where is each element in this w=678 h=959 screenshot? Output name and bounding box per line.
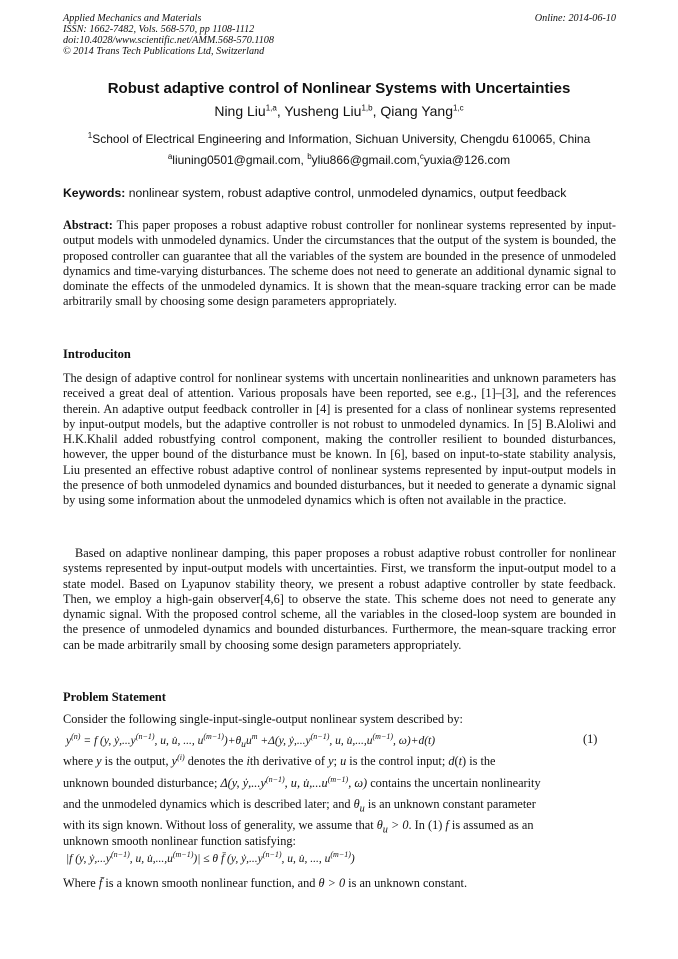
author-sup: 1,a: [265, 103, 277, 113]
text-span: Where: [63, 876, 99, 890]
doi-line: doi:10.4028/www.scientific.net/AMM.568-570.1108: [63, 35, 274, 46]
keywords-label: Keywords:: [63, 186, 126, 200]
text-span: is an unknown constant parameter: [364, 797, 536, 811]
intro-paragraph-2: Based on adaptive nonlinear damping, this paper proposes a robust adaptive robust controller for nonlinear systems represented by input-output models with uncertainties. First, we transform the input-output model to a state model. Based on Lyapunov stability theory, we present a robust adaptive controller by state feedback. Then, we employ a high-gain observer[4,6] to observe the state. This scheme does not need to generate any dynamic signal. With the proposed control scheme, all the variables in the closed-loop system are bounded in the presence of unmodeled dynamics and bounded disturbances. Furthermore, the mean-square tracking error can be made arbitrarily small by choosing some design parameters appropriately.: [63, 546, 616, 652]
journal-header: [63, 13, 616, 57]
text-span: is a known smooth nonlinear function, and: [102, 876, 319, 890]
journal-name: Applied Mechanics and Materials: [63, 13, 202, 24]
paper-title: Robust adaptive control of Nonlinear Systems with Uncertainties: [107, 80, 571, 97]
author-sup: 1,b: [361, 103, 373, 113]
abstract: [63, 218, 616, 310]
section-heading-problem: Problem Statement: [63, 690, 166, 704]
author-name: Qiang Yang: [380, 103, 453, 119]
text-line: unknown smooth nonlinear function satisfying:: [63, 834, 296, 848]
text-line: where y is the output, $y^{(i)}$ denotes the ith derivative of y; u is the control input; d(t) is the: [63, 753, 496, 769]
equation-1: $y^{(n)} = f$ (y, $ẏ,...y^{(n-1)}$, u, u̇, ..., $u^{(m-1)})+\theta_uu^m +\Delta(y$, $ẏ,...y^{(n-1)}$, u, $u̇,...,u^{(m-1)}$, ω)+d(t): [66, 732, 436, 751]
abstract-label: Abstract:: [63, 218, 113, 232]
author-name: Ning Liu: [214, 103, 266, 119]
text-span: is the control input;: [346, 754, 449, 769]
email-sup: a: [167, 152, 173, 161]
email-sup: b: [307, 152, 312, 161]
text-span: . In (1): [408, 818, 446, 832]
text-span: with its sign known. Without loss of generality, we assume that: [63, 818, 377, 832]
author-name: Yusheng Liu: [284, 103, 362, 119]
email-list: [0, 152, 678, 167]
text-span: is the output,: [101, 754, 172, 769]
equation-number: (1): [583, 732, 598, 746]
text-span: and the unmodeled dynamics which is described later; and: [63, 797, 354, 811]
text-line: with its sign known. Without loss of generality, we assume that $\theta_u > 0$. In (1) f is assumed as an: [63, 818, 534, 836]
keywords: [63, 186, 616, 200]
email-link[interactable]: yliu866@gmail.com,: [311, 153, 420, 167]
text-line: and the unmodeled dynamics which is described later; and $\theta_u$ is an unknown constant parameter: [63, 797, 536, 815]
affiliation-sup: 1: [87, 131, 93, 140]
email-link[interactable]: yuxia@126.com: [423, 153, 511, 167]
text-span: ;: [333, 754, 341, 769]
text-span: is the: [466, 754, 496, 769]
keywords-text: nonlinear system, robust adaptive control, unmodeled dynamics, output feedback: [125, 186, 567, 200]
abstract-text: This paper proposes a robust adaptive robust controller for nonlinear systems represented by input-output models with unmodeled dynamics. Under the circumstances that the output of the system is bounded, the proposed controller can guarantee that all the variables of the system are bounded in the presence of unmodeled dynamics and time-varying disturbances. The scheme does not need to generate an additional dynamic signal to dominate the effects of the unmodeled dynamics. It is shown that the mean-square tracking error can be made arbitrarily small by choosing some design parameters appropriately.: [63, 218, 616, 309]
text-span: unknown bounded disturbance;: [63, 776, 221, 791]
text-span: th derivative of: [249, 754, 329, 769]
text-span: denotes the: [184, 754, 247, 769]
issn-line: ISSN: 1662-7482, Vols. 568-570, pp 1108-1112: [63, 24, 255, 35]
text-line: unknown bounded disturbance; Δ(y, $ẏ,...y^{(n-1)}$, u, $u̇,...u^{(m-1)}$, ω) contains the uncertain nonlinearity: [63, 775, 541, 791]
equation-2: |f (y, $ẏ,...y^{(n-1)}$, u, $u̇,...,u^{(m-1)})| \le \theta$ f̄ (y, $ẏ,...y^{(n-1)}$, u, u̇, ..., $u^{(m-1)}$): [66, 850, 355, 865]
affiliation-text: School of Electrical Engineering and Information, Sichuan University, Chengdu 610065, China: [92, 132, 591, 146]
email-sup: c: [419, 152, 424, 161]
text-span: is assumed as an: [448, 818, 534, 832]
text-span: contains the uncertain nonlinearity: [370, 776, 541, 791]
email-link[interactable]: liuning0501@gmail.com,: [172, 153, 308, 167]
text-line: Where f̄ is a known smooth nonlinear function, and θ > 0 is an unknown constant.: [63, 876, 468, 890]
section-heading-introduction: Introduciton: [63, 347, 131, 361]
intro-paragraph-1: The design of adaptive control for nonlinear systems with uncertain nonlinearities and unknown parameters has received a great deal of attention. Various proposals have been reported, see e.g., [1]–[3], and the references therein. An adaptive output feedback controller in [4] is presented for a class of nonlinear systems represented by input-output models, but the adaptive controller is not robust to unmodeled dynamics. In [5] B.Aloliwi and H.K.Khalil added robustfying control component, making the controller resilient to bounded disturbances, however, the upper bound of the disturbance must be known. In [6], based on input-to-state stability analysis, Liu presented an effective robust adaptive control of nonlinear systems represented by input-output models in the presence of both unmodeled dynamics and bounded disturbances, but it needed to generate a dynamic signal by using some information about the unmodeled dynamics which is often not available in the practice.: [63, 371, 616, 508]
text-span: where: [63, 754, 97, 769]
online-date: Online: 2014-06-10: [534, 13, 616, 24]
author-sup: 1,c: [453, 103, 464, 113]
author-list: Ning Liu$^{1,a}$, Yusheng Liu$^{1,b}$, Qiang Yang$^{1,c}$: [214, 103, 464, 119]
affiliation: [0, 131, 678, 146]
copyright-line: © 2014 Trans Tech Publications Ltd, Switzerland: [63, 46, 265, 57]
text-span: is an unknown constant.: [345, 876, 468, 890]
problem-paragraph-1: Consider the following single-input-single-output nonlinear system described by:: [63, 712, 463, 726]
